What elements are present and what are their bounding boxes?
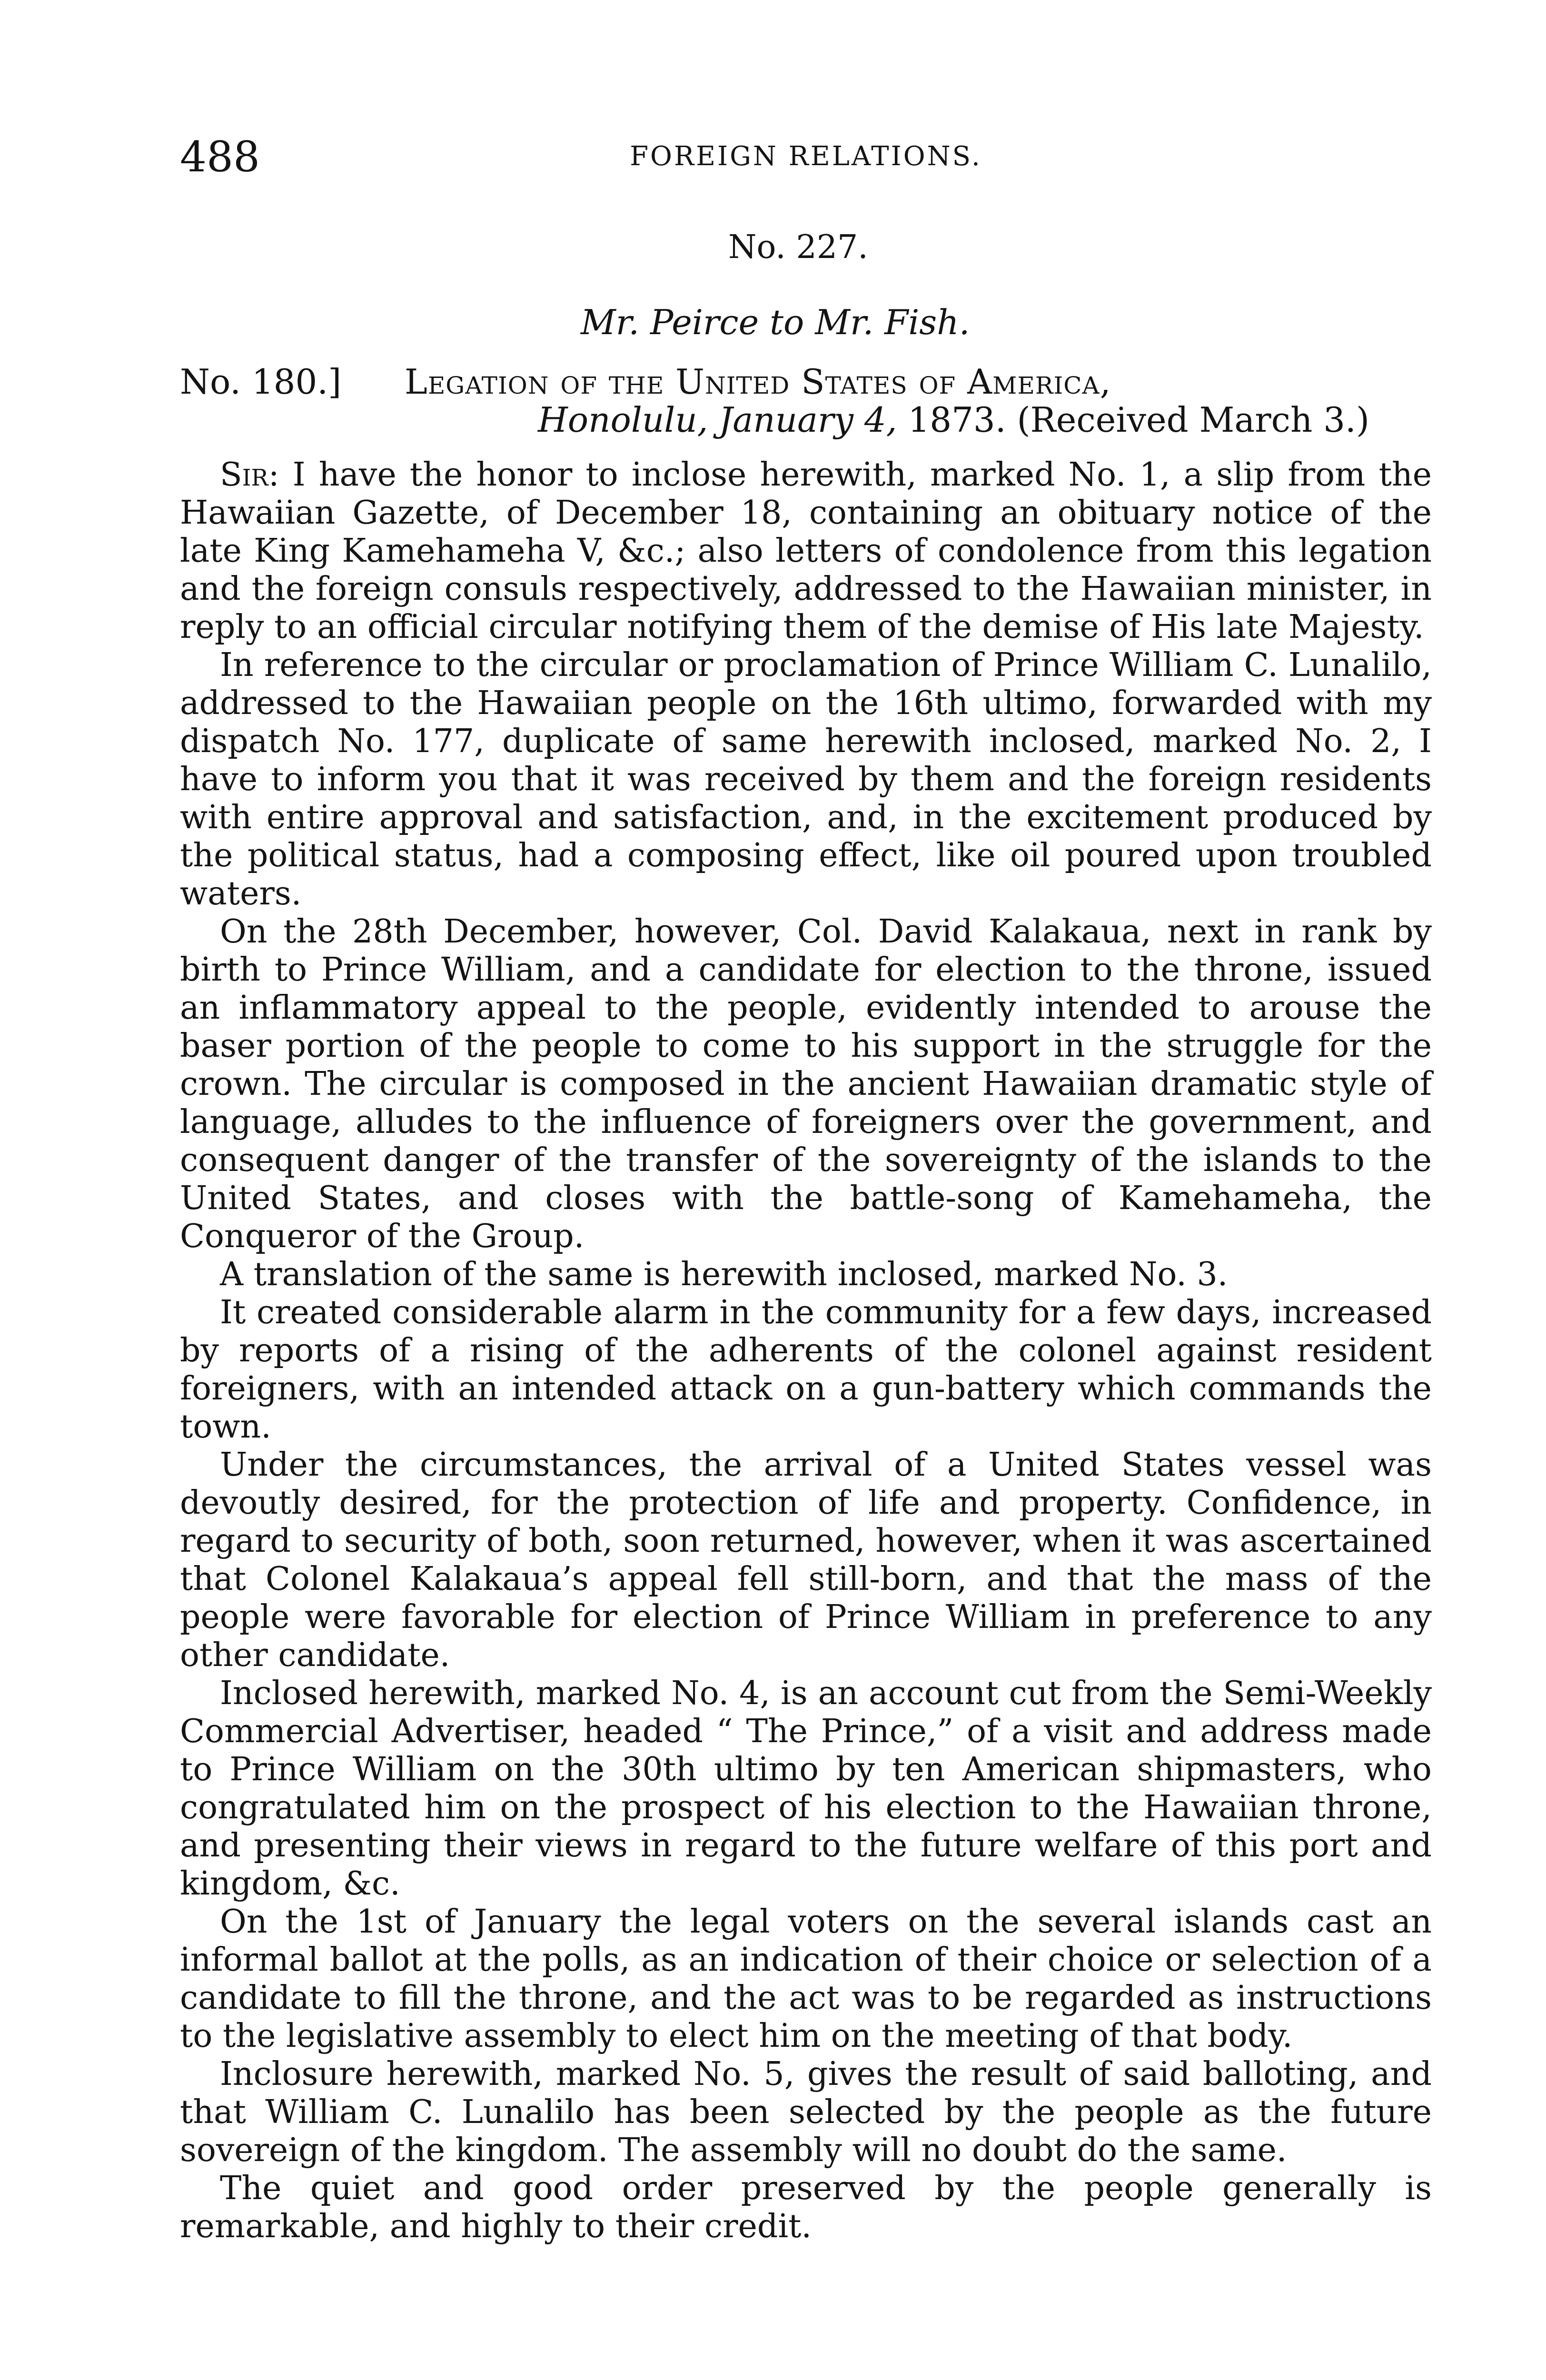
place-date: Honolulu, January 4, [538,400,897,440]
paragraph-5: It created considerable alarm in the community for a few days, increased by reports of a rising of the adherents of the colonel against resident foreigners, with an intended attack on a gun-battery which commands the town. [180,1294,1432,1446]
paragraph-1-text: : I have the honor to inclose herewith, marked No. 1, a slip from the Hawaiian Gazette, of December 18, containing an obituary notice of the late King Kamehameha V, &c.; also letters of condolence from this legation and the foreign consuls respectively, addressed to the Hawaiian minister, in reply to an official circular notifying them of the demise of His late Majesty. [180,456,1432,646]
letter-body [180,456,1432,2246]
paragraph-1 [180,456,1432,646]
dispatch-number: No. 180.] [180,362,342,402]
paragraph-4: A translation of the same is herewith inclosed, marked No. 3. [220,1256,1228,1293]
paragraph-6: Under the circumstances, the arrival of a United States vessel was devoutly desired, for the protection of life and property. Confidence, in regard to security of both, soon returned, however, when it was ascertained that Colonel Kalakaua’s appeal fell still-born, and that the mass of the people were favorable for election of Prince William in preference to any other candidate. [180,1446,1432,1674]
paragraph-3: On the 28th December, however, Col. David Kalakaua, next in rank by birth to Prince William, and a candidate for election to the throne, issued an inflammatory appeal to the people, evidently intended to arouse the baser portion of the people to come to his support in the struggle for the crown. The circular is composed in the ancient Hawaiian dramatic style of language, alludes to the influence of foreigners over the government, and consequent danger of the transfer of the sovereignty of the islands to the United States, and closes with the battle-song of Kamehameha, the Conqueror of the Group. [180,913,1432,1255]
received-note: (Received March 3.) [1017,400,1370,440]
year: 1873. [908,400,1006,440]
paragraph-9: Inclosure herewith, marked No. 5, gives the result of said balloting, and that William C. Lunalilo has been selected by the people as the future sovereign of the kingdom. The assembly will no doubt do the same. [180,2055,1432,2169]
document-title: Mr. Peirce to Mr. Fish. [581,302,970,342]
paragraph-10: The quiet and good order preserved by the people generally is remarkable, and highly to their credit. [180,2170,1432,2245]
paragraph-2: In reference to the circular or proclamation of Prince William C. Lunalilo, addressed to the Hawaiian people on the 16th ultimo, forwarded with my dispatch No. 177, duplicate of same herewith inclosed, marked No. 2, I have to inform you that it was received by them and the foreign residents with entire approval and satisfaction, and, in the excitement produced by the political status, had a composing effect, like oil poured upon troubled waters. [180,646,1432,912]
running-head: FOREIGN RELATIONS. [630,141,982,172]
document-number: No. 227. [728,228,868,266]
paragraph-8: On the 1st of January the legal voters on the several islands cast an informal ballot at the polls, as an indication of their choice or selection of a candidate to fill the throne, and the act was to be regarded as instructions to the legislative assembly to elect him on the meeting of that body. [180,1903,1432,2055]
paragraph-7: Inclosed herewith, marked No. 4, is an account cut from the Semi-Weekly Commercial Advertiser, headed “ The Prince,” of a visit and address made to Prince William on the 30th ultimo by ten American shipmasters, who congratulated him on the prospect of his election to the Hawaiian throne, and presenting their views in regard to the future welfare of this port and kingdom, &c. [180,1675,1432,1903]
place-date-line [538,400,1369,440]
page-header [180,132,1432,185]
salutation: Sir [220,456,268,494]
page-number: 488 [180,132,260,181]
legation-line: Legation of the United States of America, [405,362,1111,402]
